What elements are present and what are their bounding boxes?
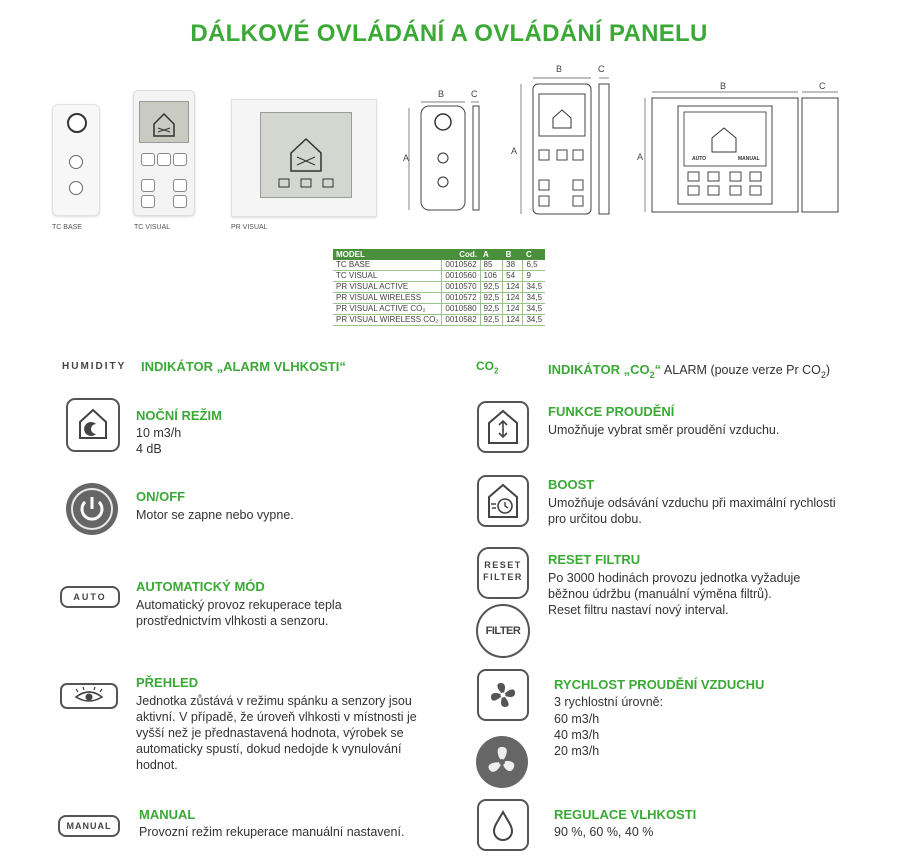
auto-mode-text-1: Automatický provoz rekuperace tepla — [136, 598, 342, 612]
boost-text-2: pro určitou dobu. — [548, 512, 642, 526]
fan-speed-text-3: 40 m3/h — [554, 728, 600, 742]
product-label: TC VISUAL — [134, 224, 171, 231]
dimension-a-label: A — [637, 152, 644, 162]
pr-visual-device — [231, 99, 377, 217]
table-header: A — [480, 249, 503, 260]
dimension-b-label: B — [720, 81, 727, 91]
reset-filter-text-3: Reset filtru nastaví nový interval. — [548, 603, 729, 617]
co2-alarm-title — [548, 361, 830, 383]
boost-text-1: Umožňuje odsávání vzduchu při maximální rychlosti — [548, 496, 836, 510]
house-icon — [261, 113, 351, 197]
filter-icon — [476, 604, 530, 658]
page-title: DÁLKOVÉ OVLÁDÁNÍ A OVLÁDÁNÍ PANELU — [190, 20, 708, 47]
table-cell: 34,5 — [523, 315, 545, 326]
auto-mode-text-2: prostřednictvím vlhkosti a senzoru. — [136, 614, 329, 628]
tc-visual-device — [133, 90, 195, 216]
dimension-c-label: C — [471, 89, 478, 99]
eye-icon — [60, 683, 118, 709]
table-cell: 0010572 — [442, 293, 480, 304]
table-cell: 0010560 — [442, 271, 480, 282]
table-cell: 124 — [503, 282, 523, 293]
remote-button — [141, 179, 155, 192]
filter-icon-text: FILTER — [485, 625, 521, 637]
spec-table — [333, 249, 545, 326]
table-cell: PR VISUAL WIRELESS CO₂ — [333, 315, 442, 326]
dimension-b-label: B — [438, 89, 445, 99]
manual-pill-icon: MANUAL — [58, 815, 120, 837]
onoff-text: Motor se zapne nebo vypne. — [136, 508, 294, 522]
flow-text: Umožňuje vybrat směr proudění vzduchu. — [548, 423, 780, 437]
overview-title: PŘEHLED — [136, 675, 199, 690]
table-header: Cod. — [442, 249, 480, 260]
fan-speed-text-2: 60 m3/h — [554, 712, 600, 726]
dimension-c-label: C — [598, 64, 605, 74]
reset-filter-text-1: Po 3000 hodinách provozu jednotka vyžaduje — [548, 571, 801, 585]
table-cell: 124 — [503, 293, 523, 304]
table-cell: 34,5 — [523, 293, 545, 304]
table-header-row — [333, 249, 545, 260]
table-cell: 92,5 — [480, 293, 503, 304]
overview-text-4: automaticky spustí, dokud nedojde k vynulování — [136, 742, 402, 756]
table-cell: 106 — [480, 271, 503, 282]
dimension-a-label: A — [511, 146, 518, 156]
table-cell: 124 — [503, 304, 523, 315]
humidity-regulation-title: REGULACE VLHKOSTI — [554, 807, 697, 822]
fan-speed-text-4: 20 m3/h — [554, 744, 600, 758]
tc-base-drawing — [405, 98, 485, 218]
drop-icon — [477, 799, 529, 851]
dimension-c-label: C — [819, 81, 826, 91]
fan-speed-text-1: 3 rychlostní úrovně: — [554, 695, 664, 709]
tc-visual-drawing — [515, 74, 615, 220]
overview-text-3: vyšší než je přednastavená hodnota, výrobek se — [136, 726, 404, 740]
table-cell: 92,5 — [480, 304, 503, 315]
table-cell: 0010562 — [442, 260, 480, 271]
dimension-b-label: B — [556, 64, 563, 74]
fan-speed-title: RYCHLOST PROUDĚNÍ VZDUCHU — [554, 677, 765, 692]
table-cell: PR VISUAL ACTIVE CO₂ — [333, 304, 442, 315]
co2-title-b: “ — [654, 362, 662, 377]
table-cell: 34,5 — [523, 282, 545, 293]
remote-button — [173, 195, 187, 208]
remote-button — [173, 179, 187, 192]
remote-button — [141, 153, 155, 166]
table-cell: PR VISUAL ACTIVE — [333, 282, 442, 293]
table-cell: 92,5 — [480, 315, 503, 326]
co2-label — [476, 359, 498, 375]
lcd-auto-label: AUTO — [692, 156, 707, 162]
table-row — [333, 304, 545, 315]
table-cell: PR VISUAL WIRELESS — [333, 293, 442, 304]
reset-filter-line1: RESET — [484, 560, 522, 570]
table-cell: 9 — [523, 271, 545, 282]
reset-filter-icon — [477, 547, 529, 599]
product-label: PR VISUAL — [231, 224, 268, 231]
night-mode-title: NOČNÍ REŽIM — [136, 408, 222, 423]
fan-speed-button-icon — [69, 181, 83, 195]
co2-title-sub: 2 — [649, 370, 655, 381]
table-cell: 34,5 — [523, 304, 545, 315]
table-header: B — [503, 249, 523, 260]
fan-speed-button-icon — [69, 155, 83, 169]
table-header: C — [523, 249, 545, 260]
boost-clock-icon — [477, 475, 529, 527]
remote-button — [141, 195, 155, 208]
flow-direction-icon — [477, 401, 529, 453]
table-cell: 124 — [503, 315, 523, 326]
pr-visual-drawing — [640, 88, 850, 218]
table-row — [333, 271, 545, 282]
co2-rest-sub: 2 — [820, 370, 826, 381]
humidity-alarm-title: INDIKÁTOR „ALARM VLHKOSTI“ — [141, 359, 346, 374]
humidity-regulation-text: 90 %, 60 %, 40 % — [554, 825, 654, 839]
co2-label-text: CO — [476, 359, 494, 373]
fan-icon — [477, 669, 529, 721]
lcd-display — [139, 101, 189, 143]
co2-rest-b: ) — [825, 363, 831, 377]
table-cell: 38 — [503, 260, 523, 271]
tc-base-device — [52, 104, 100, 216]
table-header: MODEL — [333, 249, 442, 260]
overview-text-1: Jednotka zůstává v režimu spánku a senzory jsou — [136, 694, 412, 708]
table-cell: 54 — [503, 271, 523, 282]
table-row — [333, 293, 545, 304]
remote-button — [157, 153, 171, 166]
onoff-title: ON/OFF — [136, 489, 186, 504]
night-mode-text-1: 10 m3/h — [136, 426, 182, 440]
table-cell: 0010570 — [442, 282, 480, 293]
boost-title: BOOST — [548, 477, 595, 492]
overview-text-5: hodnot. — [136, 758, 178, 772]
dimension-a-label: A — [403, 153, 410, 163]
reset-filter-line2: FILTER — [483, 572, 523, 582]
flow-title: FUNKCE PROUDĚNÍ — [548, 404, 675, 419]
co2-label-sub: 2 — [494, 366, 499, 376]
table-cell: 85 — [480, 260, 503, 271]
reset-filter-title: RESET FILTRU — [548, 552, 641, 567]
fan-circle-icon — [476, 736, 528, 788]
table-cell: TC BASE — [333, 260, 442, 271]
moon-house-icon — [66, 398, 120, 452]
reset-filter-text-2: běžnou údržbu (manuální výměna filtrů). — [548, 587, 772, 601]
overview-text-2: aktivní. V případě, že úroveň vlhkosti v místnosti je — [136, 710, 417, 724]
manual-title: MANUAL — [139, 807, 196, 822]
table-row — [333, 282, 545, 293]
product-label: TC BASE — [52, 224, 82, 231]
night-mode-text-2: 4 dB — [136, 442, 162, 456]
co2-title-a: INDIKÁTOR „CO — [548, 362, 650, 377]
lcd-manual-label: MANUAL — [738, 156, 760, 162]
power-icon — [67, 113, 87, 133]
co2-rest-a: ALARM (pouze verze Pr CO — [661, 363, 821, 377]
humidity-label: HUMIDITY — [62, 361, 127, 372]
table-cell: TC VISUAL — [333, 271, 442, 282]
table-row — [333, 315, 545, 326]
table-row — [333, 260, 545, 271]
auto-mode-title: AUTOMATICKÝ MÓD — [136, 579, 265, 594]
power-icon — [66, 483, 118, 535]
table-cell: 0010582 — [442, 315, 480, 326]
lcd-display — [260, 112, 352, 198]
house-icon — [140, 102, 188, 142]
table-cell: 92,5 — [480, 282, 503, 293]
table-cell: 6,5 — [523, 260, 545, 271]
remote-button — [173, 153, 187, 166]
auto-pill-icon: AUTO — [60, 586, 120, 608]
table-cell: 0010580 — [442, 304, 480, 315]
manual-text: Provozní režim rekuperace manuální nastavení. — [139, 825, 405, 839]
